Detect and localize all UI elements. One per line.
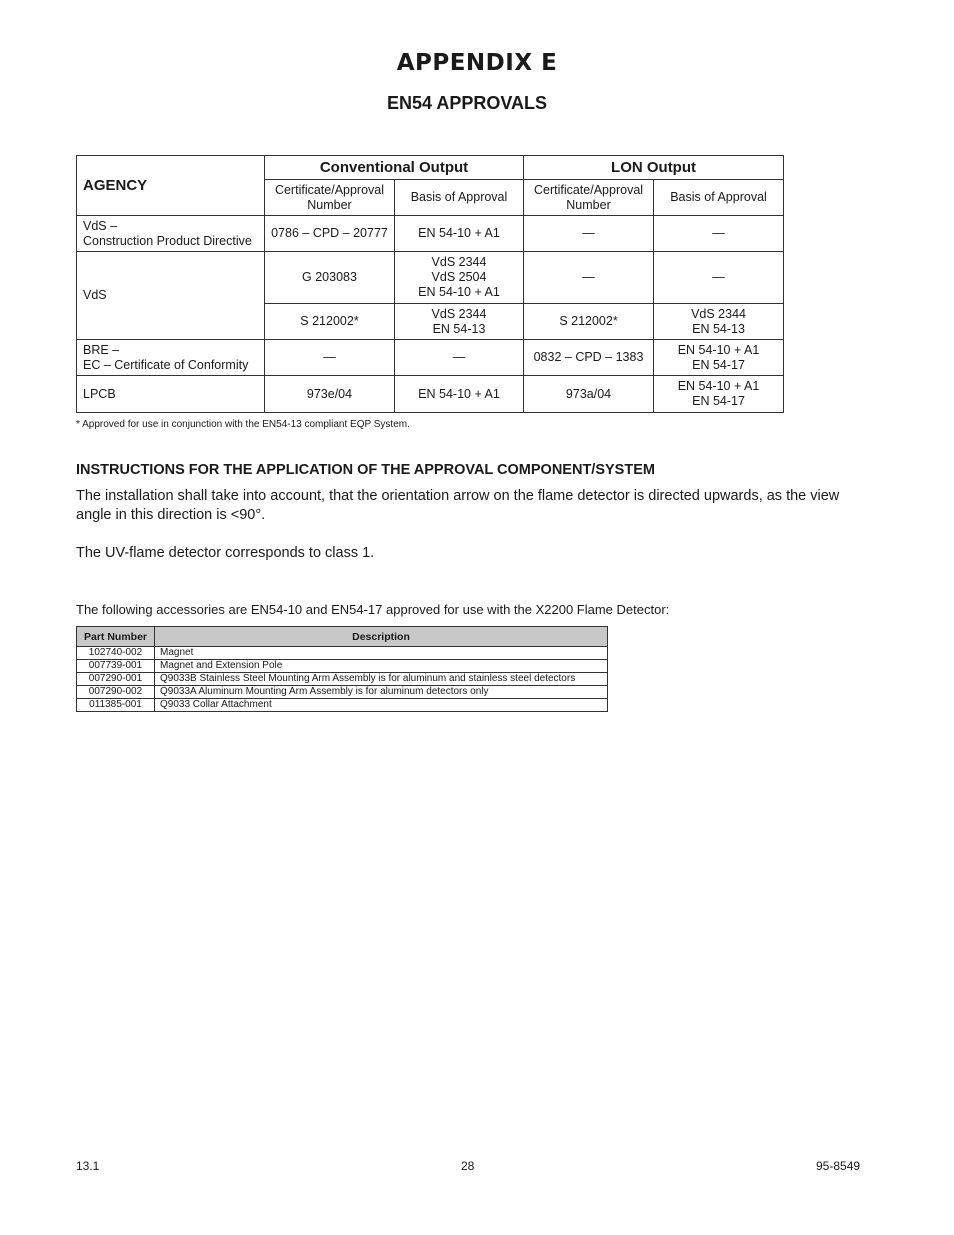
cell-line: VdS 2344	[431, 255, 487, 269]
agency-line: LPCB	[83, 386, 116, 401]
cell-line: —	[712, 270, 725, 284]
instructions-heading: INSTRUCTIONS FOR THE APPLICATION OF THE APPROVAL COMPONENT/SYSTEM	[76, 462, 655, 478]
conventional-output-header: Conventional Output	[265, 156, 524, 180]
lon-basis-cell	[654, 304, 784, 340]
lon-certificate-cell	[524, 216, 654, 252]
table-row	[77, 699, 608, 712]
approval-row	[77, 252, 784, 304]
conventional-certificate-cell	[265, 304, 395, 340]
instructions-paragraph-1: The installation shall take into account, that the orientation arrow on the flame detector is directed upwards, as the view angle in this direction is <90°.	[76, 488, 840, 523]
sub-header: Basis of Approval	[395, 180, 524, 216]
lon-certificate-cell	[524, 304, 654, 340]
instructions-paragraph-2: The UV-flame detector corresponds to class 1.	[76, 545, 375, 561]
cell-line: 0832 – CPD – 1383	[533, 350, 644, 364]
lon-basis-cell	[654, 252, 784, 304]
cell-line: G 203083	[302, 270, 357, 284]
agency-line: BRE –	[83, 342, 120, 357]
agency-line: EC – Certificate of Conformity	[83, 357, 249, 372]
accessories-intro: The following accessories are EN54-10 and EN54-17 approved for use with the X2200 Flame Detector:	[76, 602, 670, 617]
en54-approvals-table	[76, 155, 784, 413]
agency-header: AGENCY	[77, 156, 265, 216]
section-subtitle: EN54 APPROVALS	[386, 93, 548, 113]
cell-line: EN 54-13	[432, 321, 486, 336]
conventional-basis-cell	[395, 376, 524, 413]
cell-line: —	[323, 350, 336, 364]
description-cell: Q9033B Stainless Steel Mounting Arm Assembly is for aluminum and stainless steel detectors	[155, 673, 608, 686]
lon-basis-cell	[654, 376, 784, 413]
footer-document-number: 95-8549	[816, 1159, 861, 1173]
sub-header: Basis of Approval	[654, 180, 784, 216]
description-header: Description	[155, 627, 608, 647]
sub-header: Certificate/Approval Number	[524, 180, 654, 216]
appendix-title: APPENDIX E	[396, 50, 558, 76]
table-row	[77, 673, 608, 686]
conventional-basis-cell	[395, 304, 524, 340]
conventional-basis-cell	[395, 216, 524, 252]
cell-line: 0786 – CPD – 20777	[271, 226, 388, 240]
part-number-cell: 102740-002	[77, 647, 155, 660]
cell-line: EN 54-10 + A1	[418, 386, 500, 401]
cell-line: 973a/04	[565, 386, 612, 401]
description-cell: Magnet and Extension Pole	[155, 660, 608, 673]
part-number-cell: 007739-001	[77, 660, 155, 673]
table-row	[77, 660, 608, 673]
conventional-certificate-cell	[265, 252, 395, 304]
agency-line: Construction Product Directive	[83, 233, 252, 248]
cell-line: EN 54-13	[692, 321, 745, 336]
lon-output-header: LON Output	[524, 156, 784, 180]
conventional-basis-cell	[395, 252, 524, 304]
cell-line: EN 54-10 + A1	[418, 285, 500, 299]
cell-line: EN 54-10 + A1	[677, 379, 760, 393]
description-cell: Magnet	[155, 647, 608, 660]
agency-cell	[77, 216, 265, 252]
cell-line: EN 54-10 + A1	[418, 226, 500, 240]
cell-line: —	[582, 226, 595, 240]
cell-line: EN 54-10 + A1	[677, 342, 760, 357]
sub-header: Certificate/Approval Number	[265, 180, 395, 216]
lon-certificate-cell	[524, 340, 654, 376]
part-number-cell: 011385-001	[77, 699, 155, 712]
cell-line: VdS 2344	[691, 306, 746, 321]
conventional-certificate-cell	[265, 376, 395, 413]
conventional-certificate-cell	[265, 340, 395, 376]
lon-basis-cell	[654, 216, 784, 252]
part-number-cell: 007290-002	[77, 686, 155, 699]
part-number-cell: 007290-001	[77, 673, 155, 686]
cell-line: EN 54-17	[692, 394, 745, 408]
cell-line: S 212002*	[300, 314, 359, 328]
description-cell: Q9033 Collar Attachment	[155, 699, 608, 712]
description-cell: Q9033A Aluminum Mounting Arm Assembly is for aluminum detectors only	[155, 686, 608, 699]
part-number-header: Part Number	[77, 627, 155, 647]
footer-page-number: 28	[461, 1159, 475, 1173]
conventional-basis-cell	[395, 340, 524, 376]
conventional-certificate-cell	[265, 216, 395, 252]
lon-certificate-cell	[524, 252, 654, 304]
agency-cell	[77, 376, 265, 413]
cell-line: —	[712, 226, 725, 240]
lon-basis-cell	[654, 340, 784, 376]
agency-cell	[77, 340, 265, 376]
agency-line: VdS	[83, 288, 107, 302]
approval-row	[77, 340, 784, 376]
cell-line: 973e/04	[306, 386, 353, 401]
cell-line: VdS 2504	[431, 270, 487, 284]
cell-line: —	[452, 350, 466, 364]
table-row	[77, 686, 608, 699]
cell-line: EN 54-17	[692, 357, 745, 372]
cell-line: —	[582, 270, 595, 284]
table-row	[77, 647, 608, 660]
cell-line: VdS 2344	[431, 306, 487, 321]
agency-cell	[77, 252, 265, 340]
footer-revision: 13.1	[76, 1159, 100, 1173]
approval-row	[77, 216, 784, 252]
accessories-table	[76, 626, 608, 712]
cell-line: S 212002*	[559, 314, 618, 328]
approval-row	[77, 376, 784, 413]
table-footnote: * Approved for use in conjunction with the EN54-13 compliant EQP System.	[76, 419, 410, 430]
lon-certificate-cell	[524, 376, 654, 413]
agency-line: VdS –	[83, 218, 118, 233]
